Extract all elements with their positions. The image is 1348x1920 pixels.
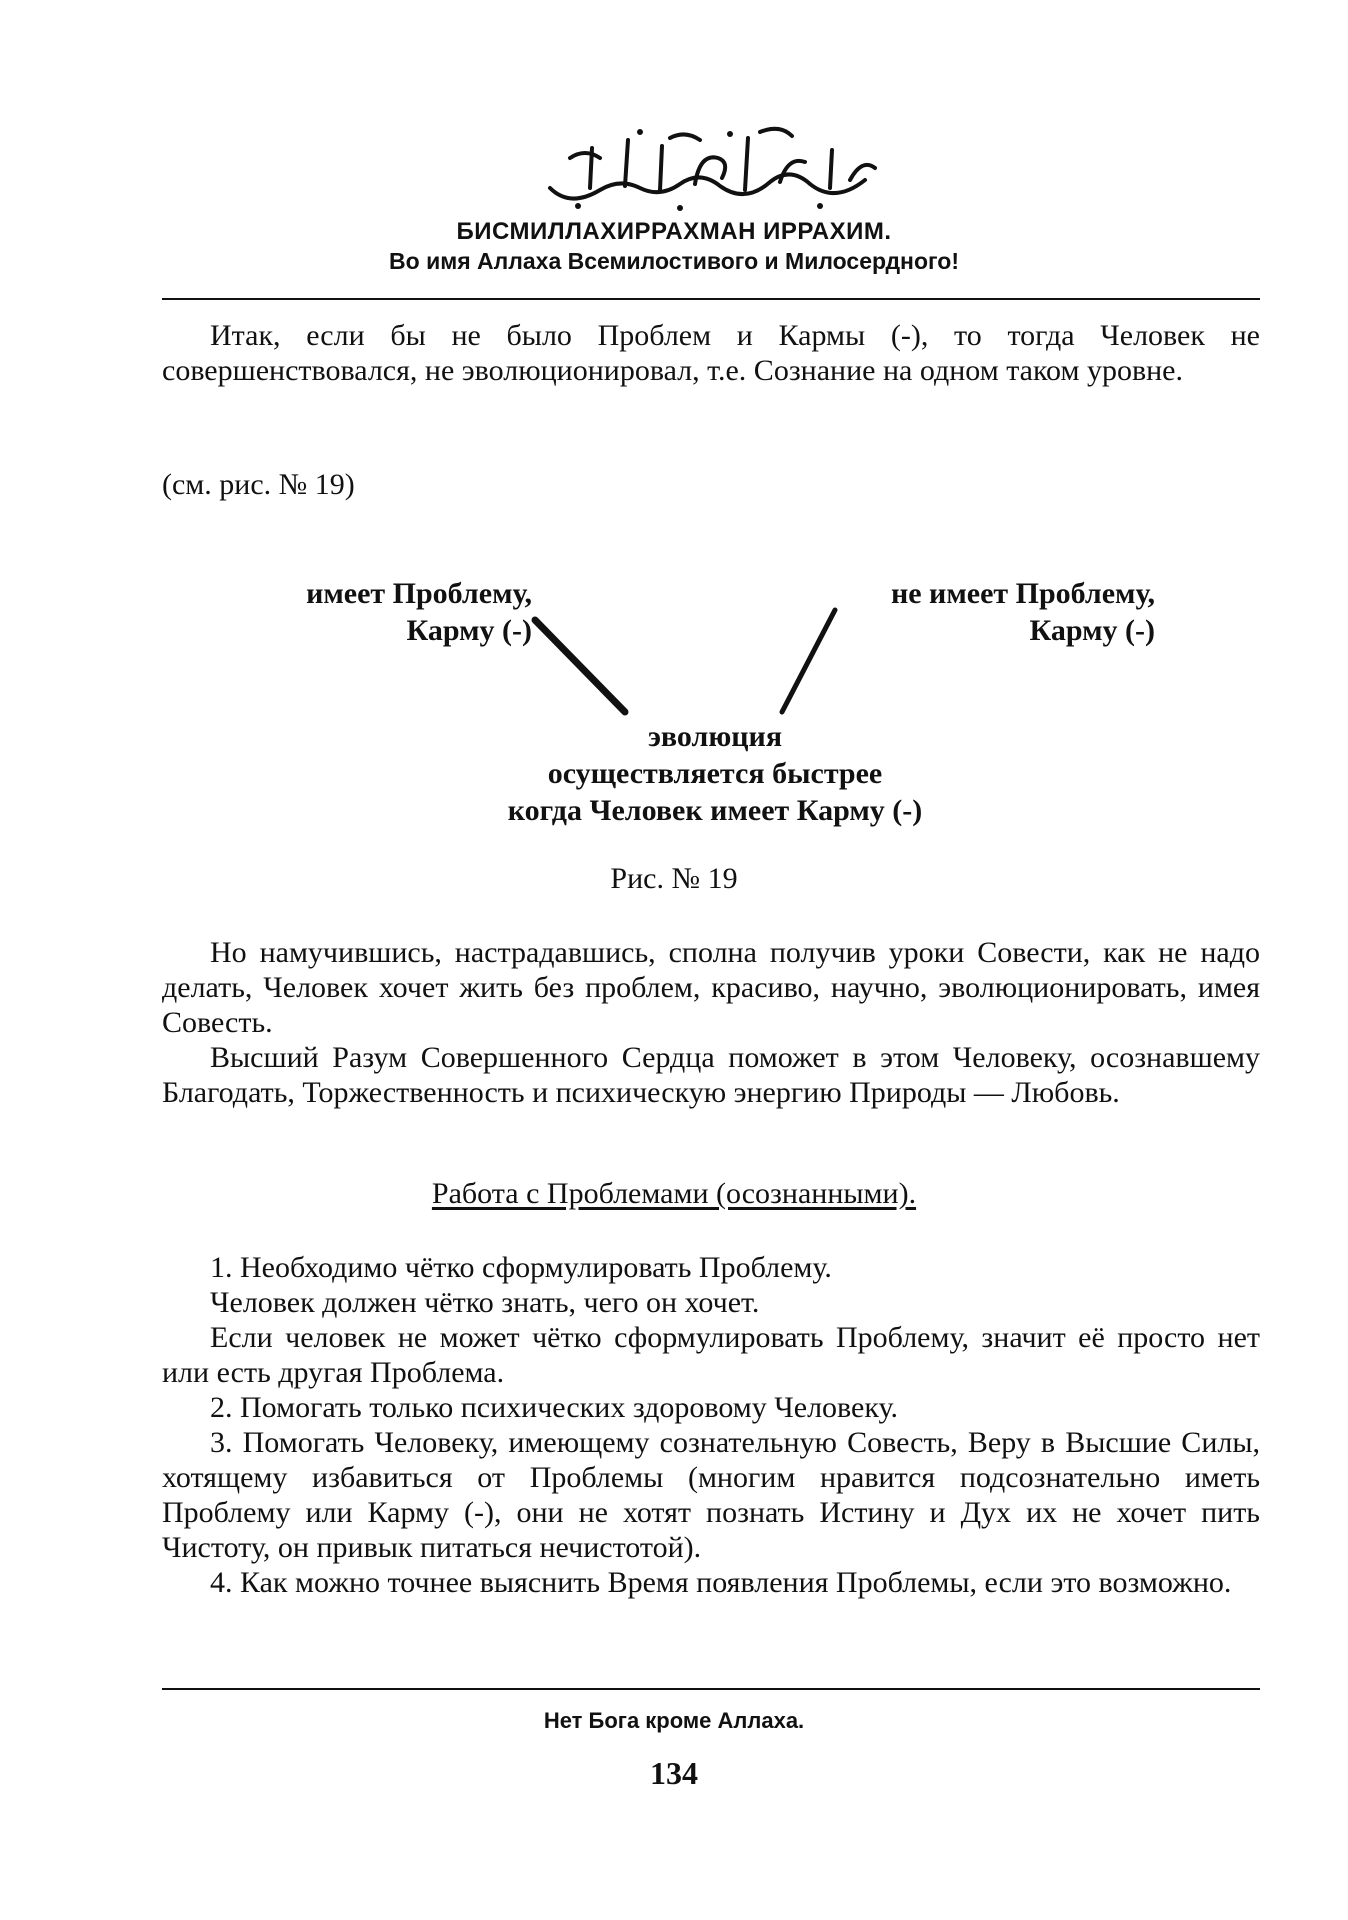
diagram-right-line2: Карму (-)	[1029, 614, 1155, 647]
diagram-bottom-line2: осуществляется быстрее	[547, 757, 883, 790]
header-divider	[162, 298, 1260, 300]
list-item: Человек должен чётко знать, чего он хочет.	[210, 1286, 760, 1319]
header-subtitle: Во имя Аллаха Всемилостивого и Милосердного!	[389, 248, 959, 274]
list-item: Если человек не может чётко сформулировать Проблему, значит её просто нет или есть другая Проблема.	[162, 1321, 1260, 1389]
page-number: 134	[650, 1755, 698, 1791]
footer-divider	[162, 1688, 1260, 1690]
figure-reference: (см. рис. № 19)	[162, 468, 355, 501]
figure-caption: Рис. № 19	[610, 862, 738, 895]
diagram-bottom-line1: эволюция	[647, 720, 783, 753]
header-title: БИСМИЛЛАХИРРАХМАН ИРРАХИМ.	[456, 218, 892, 245]
middle-paragraph-1: Но намучившись, настрадавшись, сполна получив уроки Совести, как не надо делать, Человек хочет жить без проблем, красиво, научно, эволюционировать, имея Совесть.	[162, 936, 1260, 1039]
diagram-right-line1: не имеет Проблему,	[890, 577, 1155, 610]
diagram-left-line1: имеет Проблему,	[306, 577, 532, 610]
list-item: 3. Помогать Человеку, имеющему сознательную Совесть, Веру в Высшие Силы, хотящему избавиться от Проблемы (многим нравится подсознательно иметь Проблему или Карму (-), они не хотят познать Истину и Дух их не хочет пить Чистоту, он привык питаться нечистотой).	[162, 1426, 1260, 1564]
list-item: 1. Необходимо чётко сформулировать Проблему.	[210, 1251, 832, 1284]
diagram-left-line	[535, 620, 625, 712]
footer-motto: Нет Бога кроме Аллаха.	[543, 1708, 805, 1733]
diagram-left-line2: Карму (-)	[406, 614, 532, 647]
diagram-right-label	[845, 575, 1155, 649]
section-heading-text: Работа с Проблемами (осознанными).	[431, 1177, 917, 1210]
list-item: 2. Помогать только психических здоровому Человеку.	[210, 1391, 898, 1424]
middle-paragraph-2: Высший Разум Совершенного Сердца поможет в этом Человеку, осознавшему Благодать, Торжественность и психическую энергию Природы — Любовь.	[162, 1041, 1260, 1109]
intro-paragraph: Итак, если бы не было Проблем и Кармы (-), то тогда Человек не совершенствовался, не эволюционировал, т.е. Сознание на одном таком уровне.	[162, 319, 1260, 387]
list-item: 4. Как можно точнее выяснить Время появления Проблемы, если это возможно.	[210, 1566, 1232, 1599]
numbered-list	[162, 1250, 1260, 1600]
diagram-right-line	[782, 610, 835, 712]
diagram-bottom-line3: когда Человек имеет Карму (-)	[507, 794, 923, 827]
section-heading	[0, 1177, 1348, 1211]
diagram-bottom-label	[430, 718, 1000, 829]
basmala-calligraphy-icon	[530, 118, 890, 218]
diagram-left-label	[272, 575, 532, 649]
